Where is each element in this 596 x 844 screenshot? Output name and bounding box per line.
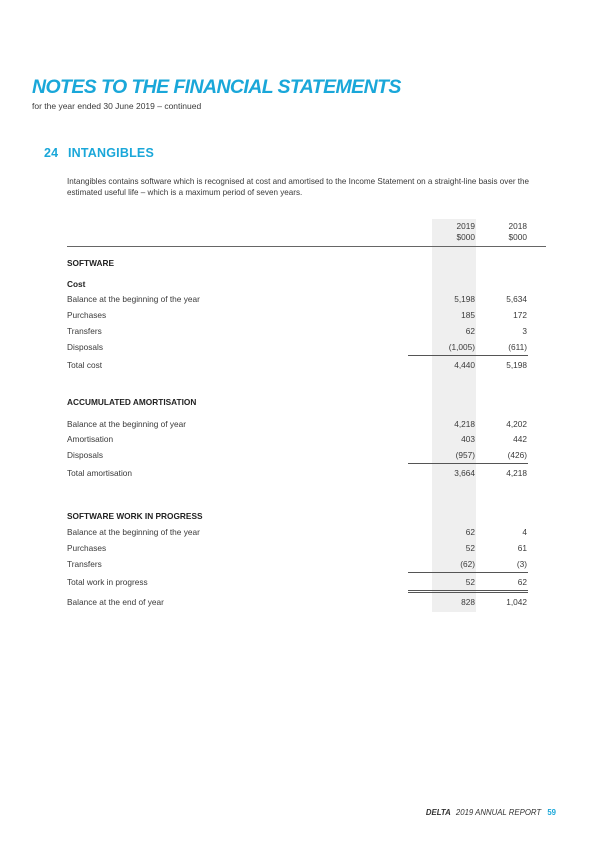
column-year-2019: 2019: [456, 221, 475, 231]
footer-brand: DELTA: [425, 808, 451, 817]
value-2019: 185: [461, 310, 475, 320]
page-subtitle: for the year ended 30 June 2019 – continued: [32, 101, 202, 111]
value-2018: 5,198: [506, 360, 527, 370]
software-heading-row: [67, 256, 546, 270]
value-2018: (611): [508, 342, 527, 352]
row-label: Transfers: [67, 326, 102, 336]
intangibles-table: [67, 214, 546, 614]
row-label: Disposals: [67, 342, 103, 352]
value-2019: 5,198: [454, 294, 475, 304]
table-row: [67, 340, 546, 354]
row-label: Transfers: [67, 559, 102, 569]
column-unit-2019: $000: [456, 232, 475, 242]
column-unit-2018: $000: [508, 232, 527, 242]
value-2018: 5,634: [506, 294, 527, 304]
section-intro: Intangibles contains software which is recognised at cost and amortised to the Income Statement on a straight-line basis over the estimated useful life – which is a maximum period of seven years.: [67, 177, 530, 197]
page-title: NOTES TO THE FINANCIAL STATEMENTS: [32, 76, 401, 98]
amortisation-heading-row: [67, 395, 546, 409]
column-header-2018: [509, 221, 527, 243]
row-label: Total amortisation: [67, 468, 133, 478]
value-2019: 3,664: [454, 468, 475, 478]
value-2019: 4,218: [454, 419, 475, 429]
table-row: [67, 448, 546, 462]
value-2019: 403: [461, 434, 475, 444]
value-2018: 442: [513, 434, 527, 444]
table-row: [67, 292, 546, 306]
table-header-row: [67, 221, 546, 245]
total-amortisation-rule: [408, 463, 528, 464]
value-2018: (426): [507, 450, 527, 460]
value-2018: 4: [522, 527, 527, 537]
value-2019: 62: [465, 326, 475, 336]
table-row: [67, 432, 546, 446]
value-2019: 52: [465, 577, 475, 587]
column-year-2018: 2018: [508, 221, 527, 231]
amortisation-heading: ACCUMULATED AMORTISATION: [67, 397, 197, 407]
wip-heading: SOFTWARE WORK IN PROGRESS: [67, 511, 203, 521]
value-2018: 4,218: [506, 468, 527, 478]
value-2018: (3): [516, 559, 527, 569]
row-label: Balance at the beginning of the year: [67, 527, 200, 537]
balance-end-rule: [408, 590, 528, 593]
table-row: [67, 324, 546, 338]
row-label: Balance at the beginning of year: [67, 419, 187, 429]
wip-heading-row: [67, 509, 546, 523]
value-2019: (957): [455, 450, 475, 460]
value-2019: 828: [461, 597, 475, 607]
table-row: [67, 308, 546, 322]
value-2019: (62): [460, 559, 475, 569]
row-label: Balance at the beginning of the year: [67, 294, 200, 304]
total-wip-row: [67, 575, 546, 589]
value-2018: 61: [517, 543, 527, 553]
section-title: [44, 146, 154, 160]
value-2019: 62: [465, 527, 475, 537]
value-2018: 3: [522, 326, 527, 336]
row-label: Purchases: [67, 543, 107, 553]
cost-heading-row: [67, 277, 546, 291]
footer-report: 2019 ANNUAL REPORT: [455, 808, 542, 817]
table-row: [67, 417, 546, 431]
balance-end-row: [67, 595, 546, 609]
cost-heading: Cost: [67, 279, 86, 289]
row-label: Total cost: [67, 360, 103, 370]
row-label: Disposals: [67, 450, 103, 460]
value-2018: 4,202: [506, 419, 527, 429]
total-wip-rule: [408, 572, 528, 573]
header-divider: [67, 246, 546, 247]
table-row: [67, 557, 546, 571]
value-2018: 172: [513, 310, 527, 320]
value-2018: 62: [517, 577, 527, 587]
total-cost-rule: [408, 355, 528, 356]
software-heading: SOFTWARE: [67, 258, 115, 268]
total-amortisation-row: [67, 466, 546, 480]
value-2019: 4,440: [454, 360, 475, 370]
total-cost-row: [67, 358, 546, 372]
row-label: Total work in progress: [67, 577, 148, 587]
section-number: 24: [44, 146, 59, 160]
value-2018: 1,042: [506, 597, 527, 607]
page-number: 59: [547, 808, 556, 817]
row-label: Balance at the end of year: [67, 597, 164, 607]
column-header-2019: [457, 221, 475, 243]
value-2019: (1,005): [448, 342, 475, 352]
value-2019: 52: [465, 543, 475, 553]
page-footer: [426, 808, 556, 817]
section-title-text: INTANGIBLES: [68, 146, 154, 160]
table-row: [67, 525, 546, 539]
table-row: [67, 541, 546, 555]
row-label: Amortisation: [67, 434, 114, 444]
row-label: Purchases: [67, 310, 107, 320]
